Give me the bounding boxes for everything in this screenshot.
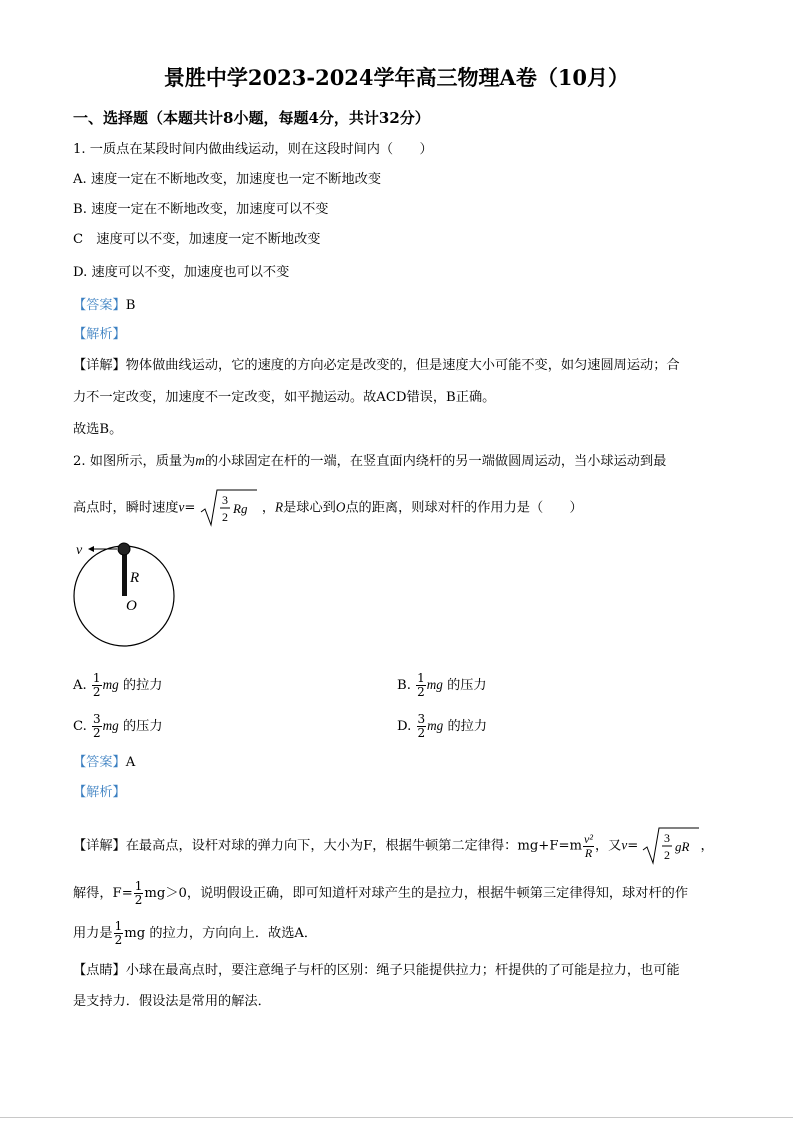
- fraction-half: $\frac{1}{2}$: [92, 671, 101, 699]
- q2-option-d: D. $\frac{3}{2}$ mg 的拉力: [397, 712, 488, 740]
- q1-option-a: A. 速度一定在不断地改变，加速度也一定不断地改变: [73, 172, 382, 187]
- q2-analysis-tag: 【解析】: [73, 785, 126, 800]
- symbol-m: m: [195, 453, 205, 468]
- label-v: v: [76, 543, 83, 558]
- answer-value: B: [125, 298, 136, 313]
- q1-analysis-tag: 【解析】: [73, 327, 126, 342]
- q2-stem-line-1: 2. 如图所示，质量为m的小球固定在杆的一端，在竖直面内绕杆的另一端做圆周运动，当小球运动到最: [73, 453, 667, 469]
- q2-option-c: C. $\frac{3}{2}$ mg 的压力: [73, 712, 163, 740]
- sqrt-rg: Rg: [232, 501, 248, 516]
- fraction-half: $\frac{1}{2}$: [114, 919, 123, 947]
- q2-detail-line-3: 用力是 $\frac{1}{2}$ mg 的拉力，方向向上．故选A．: [73, 919, 318, 947]
- label-R: R: [130, 570, 140, 586]
- sqrt-formula-2: [642, 826, 700, 866]
- q1-conclusion: 故选B。: [73, 422, 123, 437]
- fraction-three-halves: $\frac{3}{2}$: [93, 712, 101, 740]
- answer-tag: 【答案】: [73, 298, 126, 313]
- sqrt-den: 2: [221, 510, 228, 524]
- page-title: 景胜中学2023-2024学年高三物理A卷（10月）: [163, 65, 630, 90]
- q2-point-line-2: 是支持力．假设法是常用的解法．: [73, 994, 271, 1009]
- sqrt-num: 3: [221, 493, 228, 507]
- q1-stem: 1. 一质点在某段时间内做曲线运动，则在这段时间内（ ）: [73, 142, 433, 157]
- section-heading: 一、选择题（本题共计8小题，每题4分，共计32分）: [73, 109, 430, 127]
- q1-option-d: D. 速度可以不变，加速度也可以不变: [73, 265, 290, 280]
- q1-option-b: B. 速度一定在不断地改变，加速度可以不变: [73, 202, 329, 217]
- sqrt-gr: gR: [675, 839, 690, 854]
- fraction-v2-over-r: $\frac{\text{v²}}{R}$: [584, 831, 593, 860]
- sqrt-formula: [200, 488, 258, 528]
- q1-answer: [73, 296, 135, 316]
- footer-divider: [0, 1117, 793, 1118]
- q2-detail-line-1: 【详解】在最高点，设杆对球的弹力向下，大小为F，根据牛顿第二定律得：mg+F=m $\frac{\text{v²}}{R}$ ，又v= 3 2 gR ，: [73, 826, 714, 866]
- circle-rod-figure: [70, 540, 180, 650]
- q2-detail-line-2: 解得，F= $\frac{1}{2}$ mg＞0，说明假设正确，即可知道杆对球产生的是拉力，根据牛顿第三定律得知，球对杆的作: [73, 879, 689, 907]
- answer-tag: 【答案】: [73, 755, 126, 770]
- rod: [122, 550, 127, 596]
- fraction-half: $\frac{1}{2}$: [417, 671, 425, 699]
- q1-option-c: C 速度可以不变，加速度一定不断地改变: [73, 232, 321, 247]
- q1-detail-line-1: 【详解】物体做曲线运动，它的速度的方向必定是改变的，但是速度大小可能不变，如匀速圆周运动；合: [73, 358, 680, 373]
- answer-value: A: [125, 755, 136, 770]
- q2-answer: [73, 753, 135, 773]
- q2-point-line-1: 【点睛】小球在最高点时，要注意绳子与杆的区别：绳子只能提供拉力；杆提供的了可能是拉力，也可能: [73, 963, 680, 978]
- arrow-head: [88, 546, 94, 552]
- sqrt-den: 2: [664, 848, 671, 862]
- q2-option-b: B. $\frac{1}{2}$ mg 的压力: [397, 671, 487, 699]
- detail-tag: 【详解】: [73, 358, 126, 373]
- label-O: O: [126, 598, 137, 614]
- ball: [118, 543, 130, 555]
- fraction-half: $\frac{1}{2}$: [134, 879, 143, 907]
- q1-detail-line-2: 力不一定改变，加速度不一定改变，如平抛运动。故ACD错误，B正确。: [73, 390, 496, 405]
- sqrt-num: 3: [664, 831, 671, 845]
- fraction-three-halves: $\frac{3}{2}$: [417, 712, 426, 740]
- q2-option-a: A. $\frac{1}{2}$ mg 的拉力: [73, 671, 163, 699]
- q2-stem-line-2: 高点时，瞬时速度v= 3 2 Rg ，R是球心到O点的距离，则球对杆的作用力是（ ）: [73, 488, 583, 528]
